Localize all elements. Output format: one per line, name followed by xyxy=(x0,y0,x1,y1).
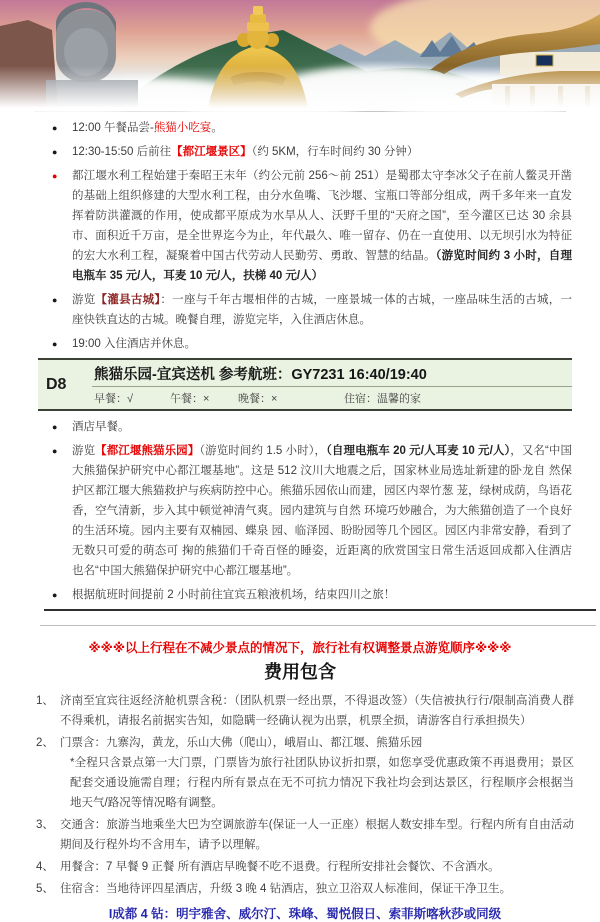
day-title: 熊猫乐园-宜宾送机 参考航班：GY7231 16:40/19:40 xyxy=(92,360,572,387)
chengdu-hotels-line: I成都 4 钻：明宇雅舍、威尔汀、珠峰、蜀悦假日、索菲斯喀秋莎或同级 xyxy=(108,907,502,921)
reorder-notice: ※※※以上行程在不减少景点的情况下，旅行社有权调整景点游览顺序※※※ xyxy=(88,641,512,655)
bullet-icon: ● xyxy=(52,171,58,181)
fee-item-text xyxy=(60,815,574,855)
text-segment: 游览 xyxy=(72,294,96,306)
lodging-status: 住宿：温馨的家 xyxy=(344,393,421,405)
itinerary-text xyxy=(72,334,572,354)
text-segment: 游览 xyxy=(72,445,96,457)
bullet-icon: ● xyxy=(52,123,58,133)
itinerary-text xyxy=(72,290,572,330)
itinerary-item-airport xyxy=(38,585,572,605)
text-segment: （游览时间约 1.5 小时）， xyxy=(199,445,327,457)
text-segment: （自理电瓶车 20 元/人耳麦 10 元/人） xyxy=(326,445,511,457)
fees-list xyxy=(0,691,600,922)
fee-item-text xyxy=(60,733,574,813)
fee-item-tickets xyxy=(36,733,574,813)
bullet-icon: ● xyxy=(52,147,58,157)
text-segment: 熊猫小吃宴 xyxy=(153,122,212,134)
itinerary-text xyxy=(72,142,572,162)
breakfast-status: 早餐：√ xyxy=(94,393,134,405)
fees-section-title: 费用包含 xyxy=(264,662,336,682)
text-segment: 酒店早餐。 xyxy=(72,421,130,433)
day-info xyxy=(92,360,572,409)
day-meals xyxy=(92,387,572,409)
bullet-icon: ● xyxy=(52,339,58,349)
itinerary-text xyxy=(72,417,572,437)
bullet-icon: ● xyxy=(52,590,58,600)
fee-item-text xyxy=(60,879,574,899)
itinerary-item-dujiangyan-desc xyxy=(38,166,572,286)
bullet-icon: ● xyxy=(52,446,58,456)
text-segment: （游览时间约 3 小时，自理电瓶车 35 元/人，耳麦 10 元/人，扶梯 40 元/人） xyxy=(72,250,572,282)
fee-text: 用餐含：7 早餐 9 正餐 所有酒店早晚餐不吃不退费。行程所安排社会餐饮、不含酒水。 xyxy=(60,861,500,873)
text-segment: 根据航班时间提前 2 小时前往宜宾五粮液机场，结束四川之旅！ xyxy=(72,589,396,601)
fee-item-meals xyxy=(36,857,574,877)
text-segment: 【都江堰熊猫乐园】 xyxy=(95,445,200,457)
section-divider-light xyxy=(40,625,596,626)
itinerary-content xyxy=(0,112,600,605)
itinerary-text xyxy=(72,118,572,138)
fee-item-transport xyxy=(36,815,574,855)
fee-item-text xyxy=(60,691,574,731)
text-segment: 都江堰水利工程始建于秦昭王末年（约公元前 256～前 251）是蜀郡太守李冰父子在前人鳖灵开凿的基础上组织修建的大型水利工程，由分水鱼嘴、飞沙堰、宝瓶口等部分组成，两千多年来一直发挥着防洪灌溉的作用，使成都平原成为水旱从人、沃野千里的“天府之国”，至今灌区已达 30 余县市、面积近千万亩，是全世界迄今为止，年代最久、唯一留存、仍在一直使用、以无坝引水为特征的宏大水利工程，凝聚着中国古代劳动人民勤劳、勇敢、智慧的结晶。 xyxy=(72,170,572,262)
fee-item-number: 5、 xyxy=(36,883,54,895)
fee-text: 济南至宜宾往返经济舱机票含税：（团队机票一经出票，不得退改签）（失信被执行行/限制高消费人群不得乘机，请报名前据实告知，如隐瞒一经确认视为出票，机票全损，请游客自行承担损失） xyxy=(60,695,574,727)
fee-item-number: 3、 xyxy=(36,819,54,831)
day8-header-row xyxy=(38,358,572,411)
text-segment: 19:00 入住酒店并休息。 xyxy=(72,338,196,350)
itinerary-text xyxy=(72,166,572,286)
itinerary-item-lunch xyxy=(38,118,572,138)
fee-item-number: 4、 xyxy=(36,861,54,873)
text-segment: ，又名“中国大熊猫保护研究中心都江堰基地”。这是 512 汶川大地震之后，国家林业局选址新建的卧龙自 然保护区都江堰大熊猫救护与疾病防控中心。熊猫乐园依山而建，园区内翠竹葱 茏，绿树成荫，鸟语花香，空气清新，步入其中顿觉神清气爽。园内建筑与自然 环境巧妙融合，为大熊猫创造了一个良好的生活环境。园内主要有双楠园、蝶泉 园、临泽园、盼盼园等几个园区。园区内非常安静，看到了无数只可爱的萌态可 掬的熊猫们千奇百怪的睡姿，近距离的欣赏国宝日常生活返回成都入住酒店 也名“中国大熊猫保护研究中心都江堰基地”。 xyxy=(72,445,572,577)
fee-note: *全程只含景点第一大门票，门票皆为旅行社团队协议折扣票，如您享受优惠政策不再退费用；景区配套交通设施需自理；行程内所有景点在无不可抗力情况下我社均会到达景区，行程顺序会根据当地天气/路况等情况略有调整。 xyxy=(70,757,574,809)
section-divider-dark xyxy=(44,609,596,611)
fee-text: 门票含：九寨沟，黄龙，乐山大佛（爬山），峨眉山、都江堰、熊猫乐园 xyxy=(60,737,423,749)
fee-text: 住宿含：当地待评四星酒店，升级 3 晚 4 钻酒店，独立卫浴双人标准间，保证干净卫生。 xyxy=(60,883,512,895)
text-segment: 12:30-15:50 后前往 xyxy=(72,146,172,158)
text-segment: 【都江堰景区】 xyxy=(171,146,252,158)
bullet-icon: ● xyxy=(52,422,58,432)
fee-item-text xyxy=(60,857,574,877)
fee-item-number: 1、 xyxy=(36,695,54,707)
itinerary-item-dujiangyan xyxy=(38,142,572,162)
itinerary-text xyxy=(72,441,572,581)
text-segment: （约 5KM，行车时间约 30 分钟） xyxy=(251,146,419,158)
itinerary-item-breakfast xyxy=(38,417,572,437)
day7-itinerary-list xyxy=(38,118,572,354)
text-segment: 12:00 午餐品尝- xyxy=(72,122,154,134)
text-segment: 。 xyxy=(211,122,223,134)
itinerary-text xyxy=(72,585,572,605)
itinerary-item-panda-park xyxy=(38,441,572,581)
fee-item-number: 2、 xyxy=(36,737,54,749)
fee-item-flights xyxy=(36,691,574,731)
banner-image xyxy=(0,0,600,108)
day8-itinerary-list xyxy=(38,417,572,605)
itinerary-item-guanxian xyxy=(38,290,572,330)
mist-overlay xyxy=(0,66,600,108)
lunch-status: 午餐：× xyxy=(170,393,210,405)
text-segment: 【灌县古城】 xyxy=(95,294,161,306)
fee-item-lodging xyxy=(36,879,574,899)
temple-plaque xyxy=(536,55,553,66)
text-segment: ：一座与千年古堰相伴的古城，一座景城一体的古城，一座品味生活的古城，一座快铁直达的古城。晚餐自理，游览完毕，入住酒店休息。 xyxy=(72,294,573,326)
fee-text: 交通含：旅游当地乘坐大巴为空调旅游车(保证一人一正座）根据人数安排车型。行程内所有自由活动期间及行程外均不含用车，请予以理解。 xyxy=(60,819,574,851)
day-label: D8 xyxy=(46,375,67,393)
dinner-status: 晚餐：× xyxy=(238,393,278,405)
itinerary-item-checkin xyxy=(38,334,572,354)
bullet-icon: ● xyxy=(52,295,58,305)
